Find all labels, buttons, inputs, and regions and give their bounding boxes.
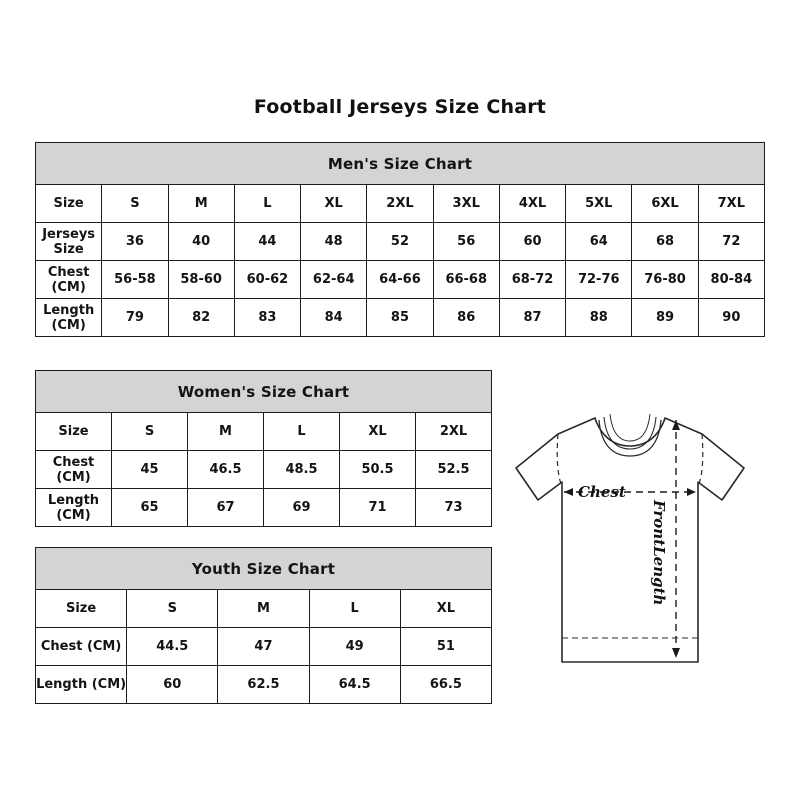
table-cell: 47 (218, 628, 309, 666)
table-cell: 90 (698, 299, 764, 337)
row-label: Chest (CM) (36, 628, 127, 666)
chest-measure-label: Chest (578, 483, 626, 501)
table-cell: 69 (264, 489, 340, 527)
table-cell: S (112, 413, 188, 451)
table-row (36, 666, 492, 704)
table-cell: 51 (400, 628, 491, 666)
table-cell: S (127, 590, 218, 628)
table-cell: 86 (433, 299, 499, 337)
table-cell: L (309, 590, 400, 628)
table-cell: 48 (301, 223, 367, 261)
table-cell: 66.5 (400, 666, 491, 704)
table-cell: 52 (367, 223, 433, 261)
table-cell: 45 (112, 451, 188, 489)
table-cell: 71 (340, 489, 416, 527)
row-label: Chest (CM) (36, 451, 112, 489)
row-label: Size (36, 590, 127, 628)
table-row (36, 413, 492, 451)
table-cell: 76-80 (632, 261, 698, 299)
table-cell: S (102, 185, 168, 223)
table-cell: 48.5 (264, 451, 340, 489)
table-cell: 56-58 (102, 261, 168, 299)
table-cell: XL (400, 590, 491, 628)
table-cell: 64 (566, 223, 632, 261)
table-cell: 72-76 (566, 261, 632, 299)
table-cell: 60 (127, 666, 218, 704)
table-row (36, 451, 492, 489)
table-cell: 73 (416, 489, 492, 527)
table-cell: 60 (499, 223, 565, 261)
table-cell: 72 (698, 223, 764, 261)
table-cell: 66-68 (433, 261, 499, 299)
youth-size-chart-table (35, 547, 492, 704)
table-cell: 64.5 (309, 666, 400, 704)
table-cell: 89 (632, 299, 698, 337)
table-cell: 44 (234, 223, 300, 261)
table-cell: M (168, 185, 234, 223)
table-cell: 52.5 (416, 451, 492, 489)
table-cell: 2XL (367, 185, 433, 223)
table-row (36, 185, 765, 223)
table-cell: 85 (367, 299, 433, 337)
row-label: Length (CM) (36, 489, 112, 527)
table-cell: XL (340, 413, 416, 451)
table-cell: 62.5 (218, 666, 309, 704)
table-cell: 36 (102, 223, 168, 261)
row-label: Length (CM) (36, 666, 127, 704)
tshirt-measurement-diagram (500, 400, 790, 700)
table-cell: 50.5 (340, 451, 416, 489)
table-row (36, 261, 765, 299)
table-cell: 56 (433, 223, 499, 261)
womens-size-chart-table (35, 370, 492, 527)
youth-table-caption: Youth Size Chart (36, 548, 492, 590)
table-row (36, 590, 492, 628)
table-cell: 65 (112, 489, 188, 527)
row-label: Size (36, 413, 112, 451)
table-cell: 62-64 (301, 261, 367, 299)
table-row (36, 628, 492, 666)
table-cell: 6XL (632, 185, 698, 223)
table-cell: 68-72 (499, 261, 565, 299)
table-cell: 5XL (566, 185, 632, 223)
table-cell: 7XL (698, 185, 764, 223)
table-cell: 60-62 (234, 261, 300, 299)
row-label: Jerseys Size (36, 223, 102, 261)
table-cell: 80-84 (698, 261, 764, 299)
table-cell: 3XL (433, 185, 499, 223)
table-cell: 83 (234, 299, 300, 337)
table-cell: L (234, 185, 300, 223)
table-cell: 88 (566, 299, 632, 337)
table-cell: M (188, 413, 264, 451)
row-label: Length (CM) (36, 299, 102, 337)
table-cell: 79 (102, 299, 168, 337)
table-cell: 64-66 (367, 261, 433, 299)
table-cell: 49 (309, 628, 400, 666)
row-label: Chest (CM) (36, 261, 102, 299)
mens-table-caption: Men's Size Chart (36, 143, 765, 185)
table-cell: 84 (301, 299, 367, 337)
womens-table-caption: Women's Size Chart (36, 371, 492, 413)
table-cell: 87 (499, 299, 565, 337)
table-cell: 4XL (499, 185, 565, 223)
table-cell: L (264, 413, 340, 451)
tshirt-icon (500, 400, 790, 700)
table-cell: 44.5 (127, 628, 218, 666)
table-cell: 67 (188, 489, 264, 527)
table-cell: 68 (632, 223, 698, 261)
table-cell: M (218, 590, 309, 628)
table-row (36, 223, 765, 261)
mens-size-chart-table (35, 142, 765, 337)
page-title: Football Jerseys Size Chart (253, 96, 547, 118)
table-cell: XL (301, 185, 367, 223)
table-row (36, 489, 492, 527)
table-cell: 46.5 (188, 451, 264, 489)
front-length-measure-label: FrontLength (650, 500, 668, 606)
table-cell: 58-60 (168, 261, 234, 299)
row-label: Size (36, 185, 102, 223)
table-row (36, 299, 765, 337)
table-cell: 40 (168, 223, 234, 261)
table-cell: 82 (168, 299, 234, 337)
table-cell: 2XL (416, 413, 492, 451)
